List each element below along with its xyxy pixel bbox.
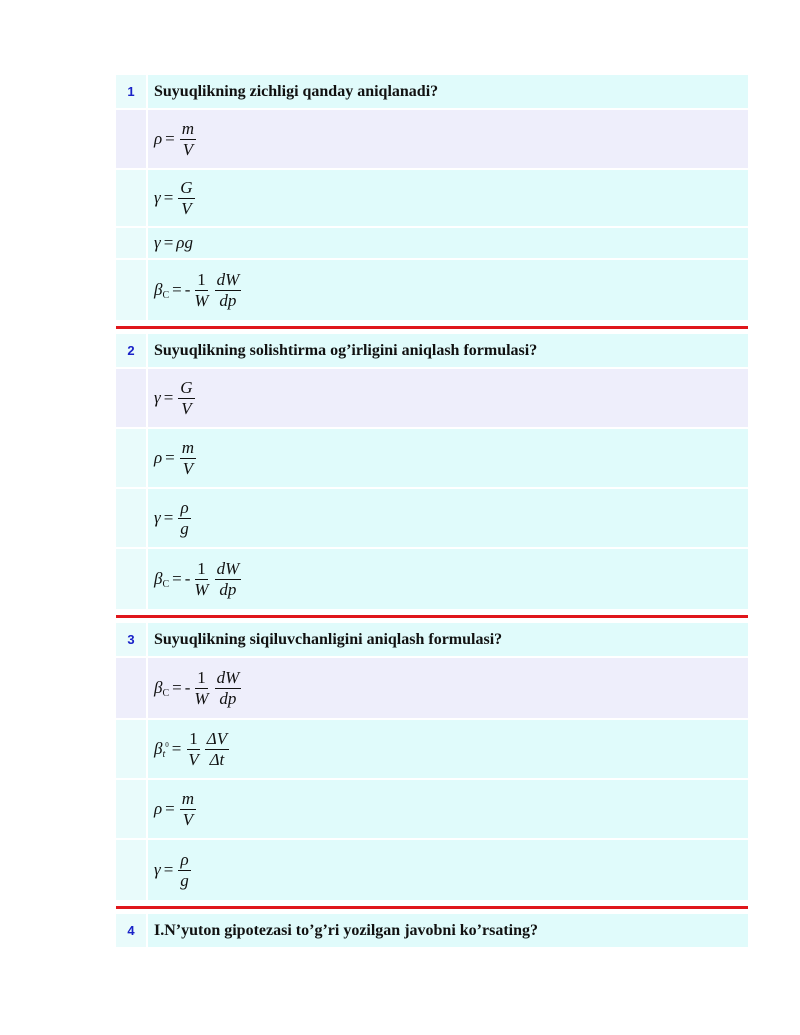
formula-lhs: β (154, 678, 163, 697)
formula-numerator: 1 (197, 558, 206, 578)
answer-option-correct[interactable] (116, 110, 748, 170)
answer-option-correct[interactable] (116, 369, 748, 429)
formula-subscript: C (162, 687, 170, 699)
question-row (116, 75, 748, 110)
question-text: I.N’yuton gipotezasi to’g’ri yozilgan javobni ko’rsating? (154, 921, 538, 939)
formula-numerator: ρ (180, 497, 189, 517)
formula-numerator: 1 (189, 728, 198, 748)
answer-option[interactable] (116, 170, 748, 228)
formula: γ = $\frac{\rho}{g}$ (154, 497, 189, 538)
question-number: 3 (116, 623, 148, 656)
formula: γ = $\frac{\rho}{g}$ (154, 849, 189, 890)
question-row (116, 623, 748, 658)
formula-denominator: V (188, 749, 199, 769)
formula-numerator: ρ (180, 849, 189, 869)
formula-numerator: 1 (197, 667, 206, 687)
question-text: Suyuqlikning zichligi qanday aniqlanadi? (154, 82, 439, 100)
question-row (116, 334, 748, 369)
question-block-3 (116, 623, 748, 902)
formula: ρ = $\frac{m}{V}$ (154, 788, 195, 829)
formula-lhs: γ (154, 233, 161, 252)
answer-option[interactable] (116, 260, 748, 322)
formula-lhs: γ (154, 188, 161, 207)
formula-sign: - (184, 569, 191, 588)
formula-lhs: γ (154, 860, 161, 879)
formula-numerator: m (181, 788, 195, 808)
question-number: 1 (116, 75, 148, 108)
formula-superscript: 0 (165, 741, 169, 749)
formula-sign: - (184, 280, 191, 299)
answer-option[interactable] (116, 549, 748, 611)
formula-denominator: W (194, 579, 209, 599)
question-divider (116, 326, 748, 329)
question-block-4 (116, 914, 748, 949)
formula: ρ = $\frac{m}{V}$ (154, 437, 195, 478)
formula-denominator: W (194, 688, 209, 708)
correct-answer-marker-icon (116, 369, 148, 427)
question-divider (116, 615, 748, 618)
question-block-2 (116, 334, 748, 611)
formula: ρ = $\frac{m}{V}$ (154, 118, 195, 159)
formula-numerator: dW (216, 667, 240, 687)
formula-lhs: ρ (154, 448, 163, 467)
formula-sign: - (184, 678, 191, 697)
formula-subscript: C (162, 578, 170, 590)
answer-option-correct[interactable] (116, 658, 748, 720)
formula: γ = $\frac{G}{V}$ (154, 377, 193, 418)
formula-rhs: ρg (176, 233, 193, 252)
formula-lhs: γ (154, 508, 161, 527)
formula-numerator: dW (216, 558, 240, 578)
question-text: Suyuqlikning siqiluvchanligini aniqlash formulasi? (154, 630, 503, 648)
formula-numerator: G (180, 377, 193, 397)
formula-denominator: V (182, 139, 194, 159)
formula-denominator: W (194, 290, 209, 310)
formula-denominator: V (182, 809, 194, 829)
question-number: 4 (116, 914, 148, 947)
formula-denominator: g (180, 518, 189, 538)
formula-numerator: m (181, 118, 195, 138)
correct-answer-marker-icon (116, 110, 148, 168)
answer-option[interactable] (116, 720, 748, 780)
question-text: Suyuqlikning solishtirma og’irligini aniqlash formulasi? (154, 341, 538, 359)
formula-denominator: V (181, 198, 192, 218)
answer-option[interactable] (116, 840, 748, 902)
formula-denominator: dp (219, 290, 237, 310)
question-row (116, 914, 748, 949)
formula-denominator: V (182, 458, 194, 478)
formula: β C = - $\frac{1}{W}$ $\frac{dW}{dp}$ (154, 667, 240, 708)
formula: γ = ρg (154, 233, 193, 252)
formula-lhs: ρ (154, 799, 163, 818)
quiz-page (116, 75, 748, 949)
answer-option[interactable] (116, 429, 748, 489)
formula-denominator: dp (219, 579, 237, 599)
formula-lhs: γ (154, 388, 161, 407)
formula-numerator: G (180, 177, 193, 197)
formula-denominator: V (181, 398, 192, 418)
formula: β C = - $\frac{1}{W}$ $\frac{dW}{dp}$ (154, 269, 240, 310)
correct-answer-marker-icon (116, 658, 148, 718)
formula: β t 0 = $\frac{1}{V}$ $\frac{\Delta V}{\Delta t}$ (154, 728, 228, 769)
formula-lhs: β (154, 569, 163, 588)
formula-numerator: 1 (197, 269, 206, 289)
formula-lhs: β (154, 739, 163, 758)
formula-denominator: dp (219, 688, 237, 708)
question-block-1 (116, 75, 748, 322)
formula-lhs: ρ (154, 129, 163, 148)
question-divider (116, 906, 748, 909)
formula-numerator: ΔV (206, 728, 228, 748)
formula: β C = - $\frac{1}{W}$ $\frac{dW}{dp}$ (154, 558, 240, 599)
formula-numerator: m (181, 437, 195, 457)
question-number: 2 (116, 334, 148, 367)
answer-option[interactable] (116, 228, 748, 260)
answer-option[interactable] (116, 489, 748, 549)
formula: γ = $\frac{G}{V}$ (154, 177, 193, 218)
answer-option[interactable] (116, 780, 748, 840)
formula-denominator: g (180, 870, 189, 890)
formula-lhs: β (154, 280, 163, 299)
formula-denominator: Δt (209, 749, 225, 769)
formula-subscript: t (162, 748, 166, 760)
formula-numerator: dW (216, 269, 240, 289)
formula-subscript: C (162, 289, 170, 301)
